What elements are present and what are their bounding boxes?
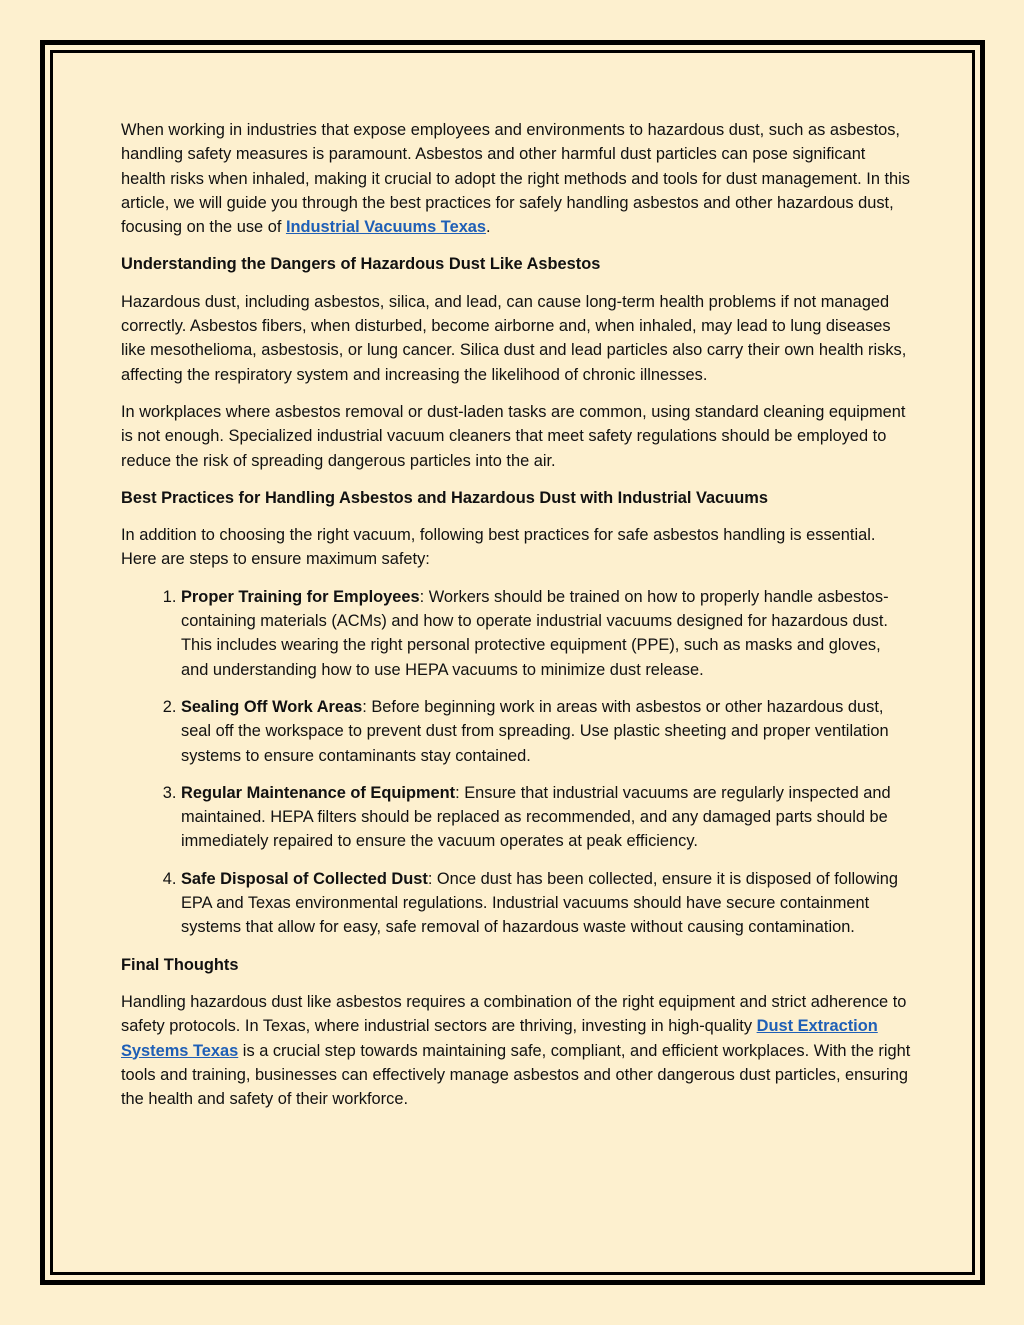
list-item (181, 781, 911, 854)
list-item-title: Proper Training for Employees (181, 587, 420, 606)
section-heading-dangers: Understanding the Dangers of Hazardous Dust Like Asbestos (121, 255, 601, 274)
list-item-text: : Before beginning work in areas with asbestos or other hazardous dust, seal off the workspace to prevent dust from spreading. Use plastic sheeting and proper ventilation systems to ensure contaminants stay contained. (181, 697, 889, 765)
list-item-title: Sealing Off Work Areas (181, 697, 363, 716)
list-item-text: : Workers should be trained on how to properly handle asbestos-containing materials (ACMs) and how to operate industrial vacuums designed for hazardous dust. This includes wearing the right personal protective equipment (PPE), such as masks and gloves, and understanding how to use HEPA vacuums to minimize dust release. (181, 587, 889, 679)
list-item-text: : Ensure that industrial vacuums are regularly inspected and maintained. HEPA filters should be replaced as recommended, and any damaged parts should be immediately repaired to ensure the vacuum operates at peak efficiency. (181, 783, 891, 851)
article-body (121, 118, 911, 1124)
list-item (181, 695, 911, 768)
list-item-title: Regular Maintenance of Equipment (181, 783, 456, 802)
list-item (181, 867, 911, 940)
dangers-paragraph-1: Hazardous dust, including asbestos, silica, and lead, can cause long-term health problems if not managed correctly. Asbestos fibers, when disturbed, become airborne and, when inhaled, may lead to lung diseases like mesothelioma, asbestosis, or lung cancer. Silica dust and lead particles also carry their own health risks, affecting the respiratory system and increasing the likelihood of chronic illnesses. (121, 292, 907, 384)
list-item (181, 585, 911, 682)
section-heading-best-practices: Best Practices for Handling Asbestos and Hazardous Dust with Industrial Vacuums (121, 488, 768, 507)
final-thoughts-paragraph: Handling hazardous dust like asbestos requires a combination of the right equipment and strict adherence to safety protocols. In Texas, where industrial sectors are thriving, investing in high-quality Dust Extraction Systems Texas is a crucial step towards maintaining safe, compliant, and efficient workplaces. With the right tools and training, businesses can effectively manage asbestos and other dangerous dust particles, ensuring the health and safety of their workforce. (121, 992, 911, 1109)
dangers-paragraph-2: In workplaces where asbestos removal or dust-laden tasks are common, using standard cleaning equipment is not enough. Specialized industrial vacuum cleaners that meet safety regulations should be employed to reduce the risk of spreading dangerous particles into the air. (121, 402, 906, 470)
section-heading-final-thoughts: Final Thoughts (121, 955, 239, 974)
intro-paragraph: When working in industries that expose employees and environments to hazardous dust, such as asbestos, handling safety measures is paramount. Asbestos and other harmful dust particles can pose significant health risks when inhaled, making it crucial to adopt the right methods and tools for dust management. In this article, we will guide you through the best practices for safely handling asbestos and other hazardous dust, focusing on the use of Industrial Vacuums Texas. (121, 121, 911, 237)
best-practices-list (121, 585, 911, 940)
industrial-vacuums-texas-link[interactable]: Industrial Vacuums Texas (285, 218, 487, 237)
list-item-text: : Once dust has been collected, ensure it is disposed of following EPA and Texas environmental regulations. Industrial vacuums should have secure containment systems that allow for easy, safe removal of hazardous waste without causing contamination. (181, 869, 898, 937)
dust-extraction-systems-texas-link[interactable]: Dust Extraction Systems Texas (121, 1017, 878, 1060)
list-item-title: Safe Disposal of Collected Dust (181, 869, 428, 888)
best-practices-intro: In addition to choosing the right vacuum, following best practices for safe asbestos handling is essential. Here are steps to ensure maximum safety: (121, 526, 876, 569)
